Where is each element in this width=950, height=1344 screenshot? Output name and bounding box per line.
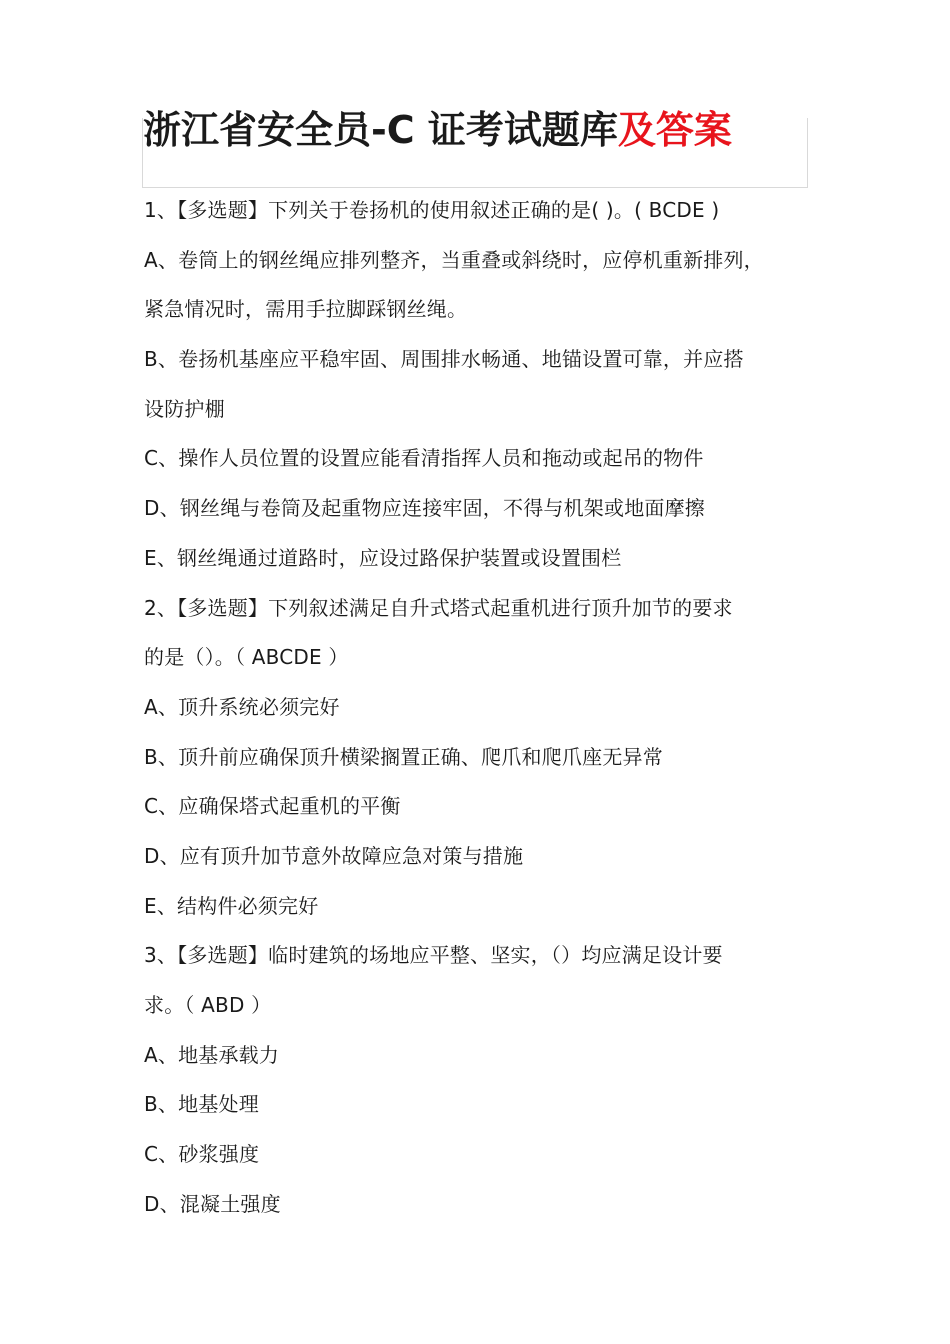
question-1-option-e: E、钢丝绳通过道路时，应设过路保护装置或设置围栏	[144, 545, 622, 570]
question-3-option-a: A、地基承载力	[144, 1042, 280, 1067]
title-accent: 及答案	[617, 108, 732, 152]
question-3-option-d: D、混凝土强度	[144, 1191, 281, 1216]
question-1-option-d: D、钢丝绳与卷筒及起重物应连接牢固，不得与机架或地面摩擦	[144, 496, 705, 521]
question-3-option-c: C、砂浆强度	[144, 1142, 260, 1167]
question-2-option-d: D、应有顶升加节意外故障应急对策与措施	[144, 843, 524, 868]
question-2-option-c: C、应确保塔式起重机的平衡	[144, 794, 401, 819]
question-2-option-e: E、结构件必须完好	[144, 893, 319, 918]
question-1-option-b-cont: 设防护棚	[144, 396, 225, 421]
question-1-option-b: B、卷扬机基座应平稳牢固、周围排水畅通、地锚设置可靠，并应搭	[144, 347, 744, 372]
question-2-stem-cont: 的是（）。（ ABCDE ）	[144, 645, 349, 670]
title-main: 浙江省安全员-C 证考试题库	[143, 108, 618, 152]
question-1-option-a-cont: 紧急情况时，需用手拉脚踩钢丝绳。	[144, 297, 468, 322]
question-list	[144, 186, 814, 1229]
question-2-stem: 2、【多选题】下列叙述满足自升式塔式起重机进行顶升加节的要求	[144, 595, 733, 620]
question-3-option-b: B、地基处理	[144, 1092, 259, 1117]
question-3-stem: 3、【多选题】临时建筑的场地应平整、坚实，（）均应满足设计要	[144, 943, 723, 968]
question-1-option-a: A、卷筒上的钢丝绳应排列整齐，当重叠或斜绕时，应停机重新排列，	[144, 247, 764, 272]
question-1-option-c: C、操作人员位置的设置应能看清指挥人员和拖动或起吊的物件	[144, 446, 704, 471]
page-title	[143, 104, 732, 156]
question-3-stem-cont: 求。（ ABD ）	[144, 993, 272, 1017]
question-1-stem: 1、【多选题】下列关于卷扬机的使用叙述正确的是( )。( BCDE )	[144, 198, 720, 222]
question-2-option-a: A、顶升系统必须完好	[144, 694, 340, 719]
question-2-option-b: B、顶升前应确保顶升横梁搁置正确、爬爪和爬爪座无异常	[144, 744, 663, 769]
